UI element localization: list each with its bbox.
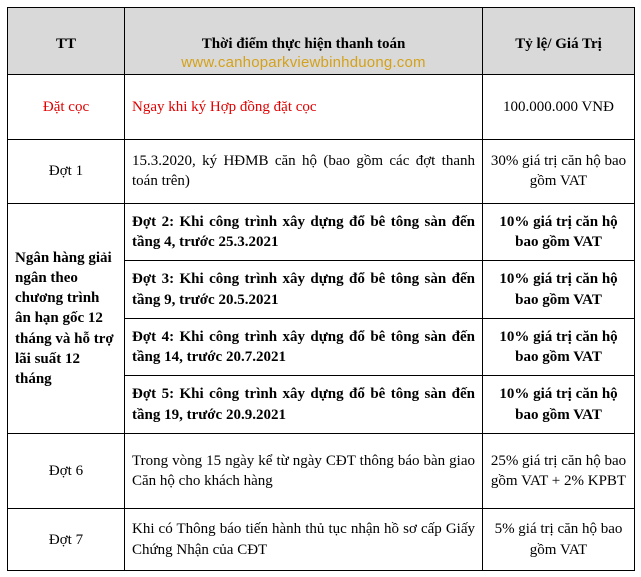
row-label-installment-1: Đợt 1 [8, 139, 125, 204]
row-time-installment-3: Đợt 3: Khi công trình xây dựng đổ bê tông sàn đến tầng 9, trước 20.5.2021 [125, 261, 483, 318]
row-rate-installment-7: 5% giá trị căn hộ bao gồm VAT [483, 509, 635, 571]
table-row-installment-1 [8, 139, 635, 204]
row-rate-installment-1: 30% giá trị căn hộ bao gồm VAT [483, 139, 635, 204]
row-label-installment-6: Đợt 6 [8, 433, 125, 509]
row-rate-installment-5: 10% giá trị căn hộ bao gồm VAT [483, 376, 635, 433]
header-rate-value: Tỷ lệ/ Giá Trị [483, 8, 635, 75]
table-row-deposit [8, 75, 635, 140]
row-time-installment-4: Đợt 4: Khi công trình xây dựng đổ bê tông sàn đến tầng 14, trước 20.7.2021 [125, 318, 483, 375]
table-row-installment-7 [8, 509, 635, 571]
watermark-url: www.canhoparkviewbinhduong.com [181, 54, 426, 71]
row-time-installment-6: Trong vòng 15 ngày kể từ ngày CĐT thông báo bàn giao Căn hộ cho khách hàng [125, 433, 483, 509]
table-row-installment-6 [8, 433, 635, 509]
table-header-row [8, 8, 635, 75]
row-time-installment-7: Khi có Thông báo tiến hành thủ tục nhận hồ sơ cấp Giấy Chứng Nhận của CĐT [125, 509, 483, 571]
row-label-deposit: Đặt cọc [8, 75, 125, 140]
row-time-installment-2: Đợt 2: Khi công trình xây dựng đổ bê tông sàn đến tầng 4, trước 25.3.2021 [125, 204, 483, 261]
bank-disbursement-label: Ngân hàng giải ngân theo chương trình ân hạn gốc 12 tháng và hỗ trợ lãi suất 12 tháng [8, 204, 125, 434]
row-time-deposit: Ngay khi ký Hợp đồng đặt cọc [125, 75, 483, 140]
header-tt: TT [8, 8, 125, 75]
row-time-installment-1: 15.3.2020, ký HĐMB căn hộ (bao gồm các đợt thanh toán trên) [125, 139, 483, 204]
row-rate-installment-6: 25% giá trị căn hộ bao gồm VAT + 2% KPBT [483, 433, 635, 509]
table-row-installment-2 [8, 204, 635, 261]
payment-schedule-table [7, 7, 635, 571]
header-payment-time: Thời điểm thực hiện thanh toán www.canhoparkviewbinhduong.com [125, 8, 483, 75]
row-label-installment-7: Đợt 7 [8, 509, 125, 571]
row-rate-installment-2: 10% giá trị căn hộ bao gồm VAT [483, 204, 635, 261]
row-time-installment-5: Đợt 5: Khi công trình xây dựng đổ bê tông sàn đến tầng 19, trước 20.9.2021 [125, 376, 483, 433]
row-rate-installment-3: 10% giá trị căn hộ bao gồm VAT [483, 261, 635, 318]
row-rate-installment-4: 10% giá trị căn hộ bao gồm VAT [483, 318, 635, 375]
row-rate-deposit: 100.000.000 VNĐ [483, 75, 635, 140]
